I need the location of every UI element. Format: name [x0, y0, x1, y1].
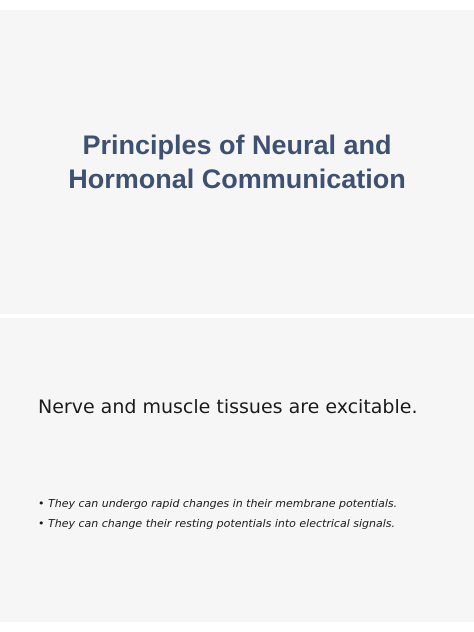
bullet-dot-icon: • — [38, 517, 45, 530]
slide-title — [0, 128, 474, 196]
content-slide — [0, 318, 474, 622]
bullet-text: They can undergo rapid changes in their membrane potentials. — [48, 497, 398, 510]
slide-title-line-1: Principles of Neural and — [82, 130, 392, 160]
slide-title-line-2: Hormonal Communication — [68, 164, 406, 194]
slide-heading: Nerve and muscle tissues are excitable. — [38, 396, 418, 418]
title-slide — [0, 10, 474, 314]
bullet-dot-icon: • — [38, 497, 45, 510]
bullet-item — [38, 494, 397, 514]
bullet-list — [38, 494, 397, 534]
bullet-text: They can change their resting potentials into electrical signals. — [48, 517, 396, 530]
bullet-item — [38, 514, 397, 534]
